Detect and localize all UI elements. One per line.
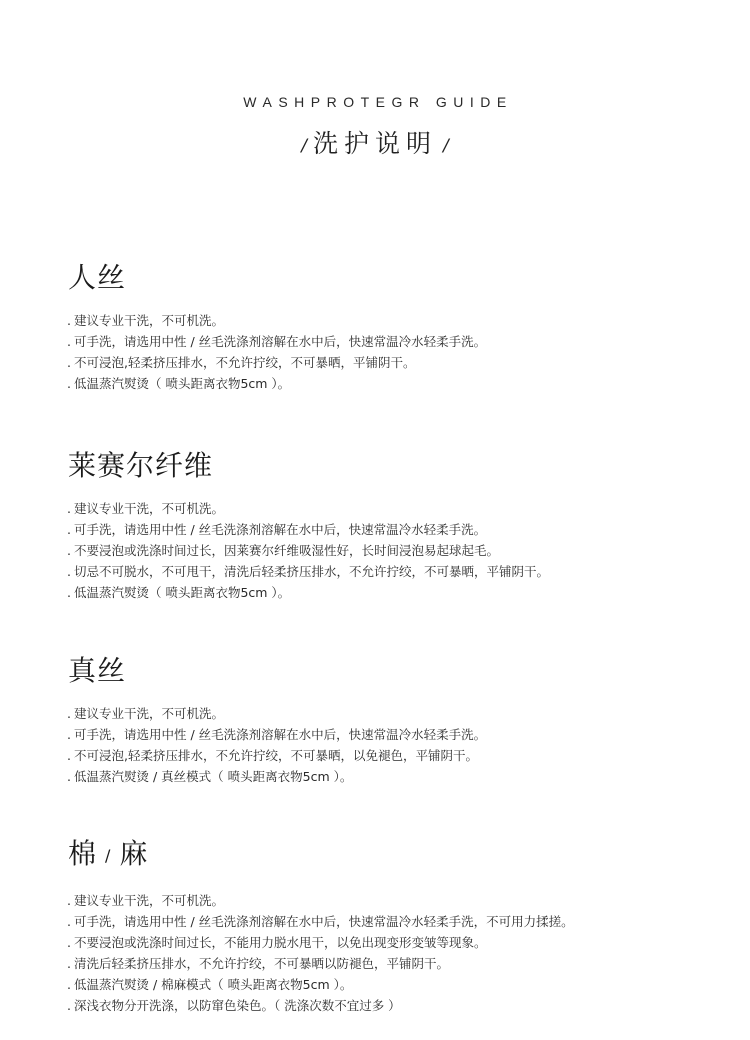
header-title-en: WASHPROTEGR GUIDE (243, 94, 513, 110)
section-cotton-linen (68, 838, 708, 1016)
care-item: . 低温蒸汽熨烫 / 棉麻模式（ 喷头距离衣物5cm ）。 (67, 974, 708, 995)
care-item: . 低温蒸汽熨烫 / 真丝模式（ 喷头距离衣物5cm ）。 (67, 766, 708, 787)
section-title-lyocell: 莱赛尔纤维 (68, 449, 214, 482)
section-title-cotton: 棉 (68, 837, 98, 870)
care-list-lyocell (68, 498, 708, 603)
guide-header (0, 94, 750, 160)
care-item: . 建议专业干洗，不可机洗。 (67, 310, 708, 331)
header-title-cn-row (0, 124, 750, 160)
care-item: . 低温蒸汽熨烫（ 喷头距离衣物5cm ）。 (67, 582, 708, 603)
care-item: . 建议专业干洗，不可机洗。 (67, 498, 708, 519)
section-title-cotton-linen (68, 838, 708, 874)
care-item: . 可手洗，请选用中性 / 丝毛洗涤剂溶解在水中后，快速常温冷水轻柔手洗，不可用力揉搓。 (67, 911, 708, 932)
care-list-cotton-linen (68, 890, 708, 1016)
header-title-cn: 洗护说明 (312, 129, 437, 158)
care-item: . 可手洗，请选用中性 / 丝毛洗涤剂溶解在水中后，快速常温冷水轻柔手洗。 (67, 519, 708, 540)
care-item: . 切忌不可脱水，不可甩干，清洗后轻柔挤压排水，不允许拧绞，不可暴晒，平铺阴干。 (67, 561, 708, 582)
care-item: . 建议专业干洗，不可机洗。 (67, 703, 708, 724)
section-title-rayon: 人丝 (68, 261, 127, 294)
care-list-silk (68, 703, 708, 787)
section-silk (68, 655, 708, 787)
section-title-linen: 麻 (119, 837, 149, 870)
care-list-rayon (68, 310, 708, 394)
care-item: . 建议专业干洗，不可机洗。 (67, 890, 708, 911)
care-item: . 不要浸泡或洗涤时间过长，因莱赛尔纤维吸湿性好，长时间浸泡易起球起毛。 (67, 540, 708, 561)
header-slash-left: / (301, 136, 307, 156)
care-item: . 不可浸泡,轻柔挤压排水，不允许拧绞，不可暴晒，以免褪色，平铺阴干。 (67, 745, 708, 766)
section-lyocell (68, 450, 708, 603)
care-item: . 清洗后轻柔挤压排水，不允许拧绞，不可暴晒以防褪色，平铺阴干。 (67, 953, 708, 974)
section-title-silk: 真丝 (68, 654, 127, 687)
care-item: . 可手洗，请选用中性 / 丝毛洗涤剂溶解在水中后，快速常温冷水轻柔手洗。 (67, 331, 708, 352)
section-title-separator: / (105, 846, 112, 865)
section-rayon (68, 262, 708, 394)
care-item: . 不可浸泡,轻柔挤压排水，不允许拧绞，不可暴晒，平铺阴干。 (67, 352, 708, 373)
care-item: . 深浅衣物分开洗涤，以防窜色染色。（ 洗涤次数不宜过多 ） (67, 995, 708, 1016)
care-item: . 低温蒸汽熨烫（ 喷头距离衣物5cm ）。 (67, 373, 708, 394)
care-item: . 可手洗，请选用中性 / 丝毛洗涤剂溶解在水中后，快速常温冷水轻柔手洗。 (67, 724, 708, 745)
care-item: . 不要浸泡或洗涤时间过长，不能用力脱水甩干，以免出现变形变皱等现象。 (67, 932, 708, 953)
header-slash-right: / (443, 136, 449, 156)
